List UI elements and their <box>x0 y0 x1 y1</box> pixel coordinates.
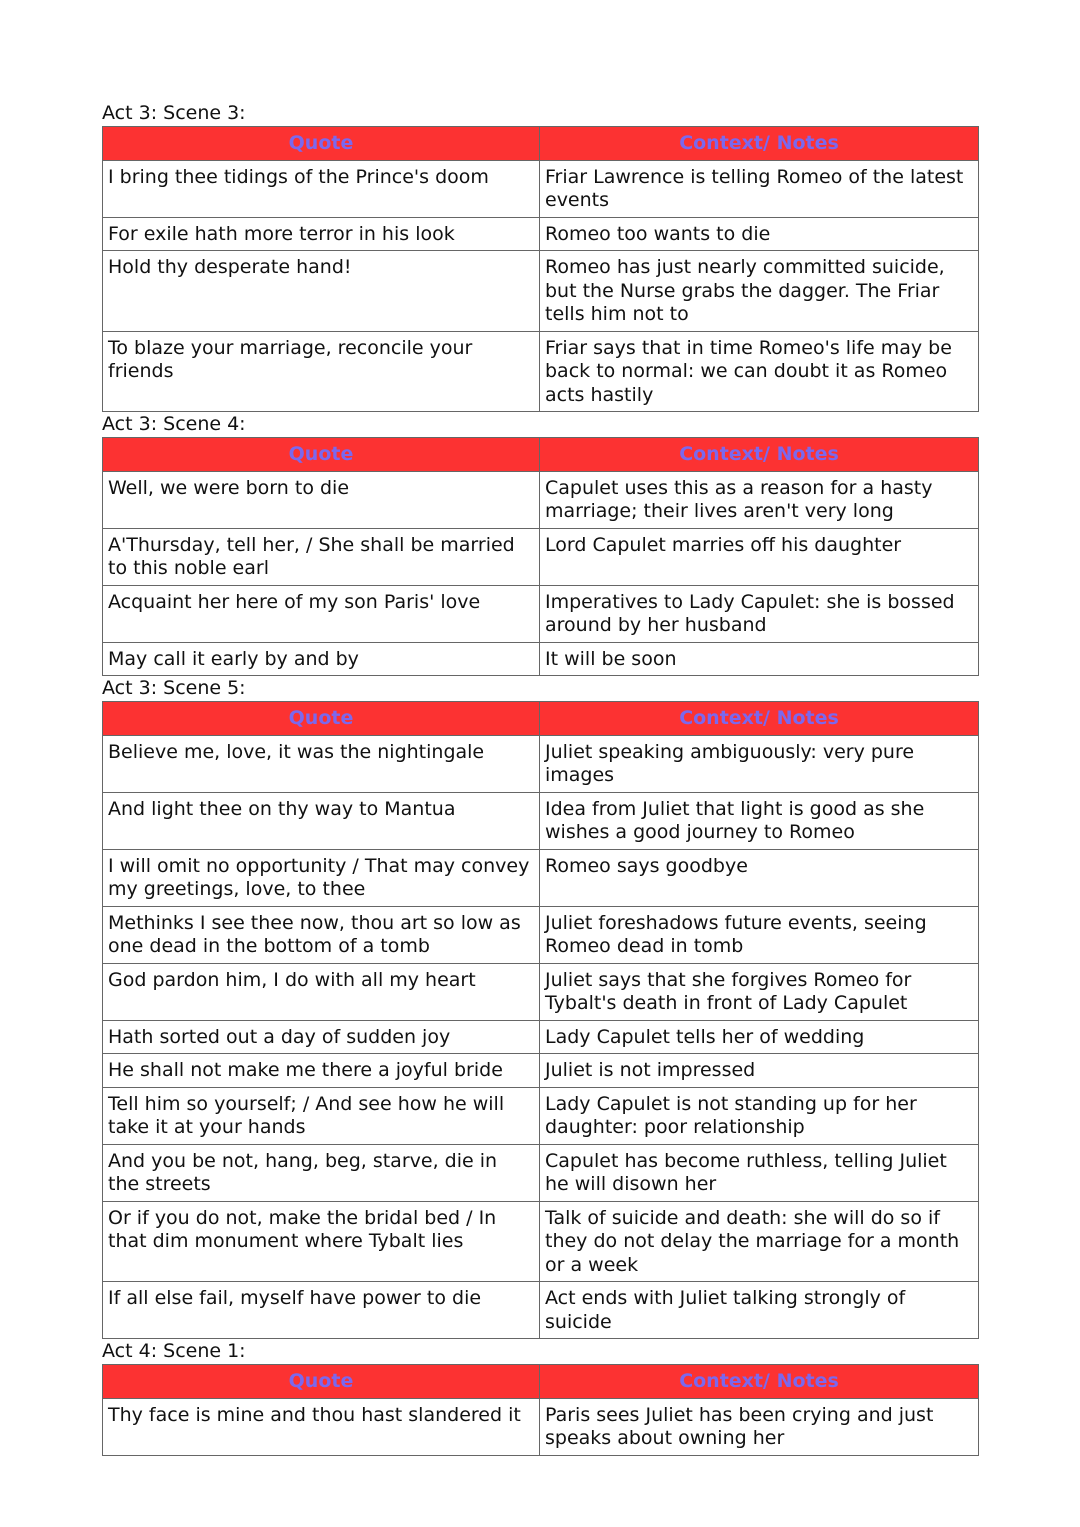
quote-cell: To blaze your marriage, reconcile your friends <box>103 331 540 412</box>
notes-cell: Paris sees Juliet has been crying and just speaks about owning her <box>540 1398 979 1455</box>
quote-table <box>102 437 979 676</box>
table-header-row <box>103 438 979 472</box>
table-row <box>103 585 979 642</box>
table-row <box>103 251 979 332</box>
notes-header: Context/ Notes <box>540 1365 979 1399</box>
quote-cell: Believe me, love, it was the nightingale <box>103 735 540 792</box>
notes-header: Context/ Notes <box>540 438 979 472</box>
notes-cell: Juliet foreshadows future events, seeing Romeo dead in tomb <box>540 906 979 963</box>
table-row <box>103 160 979 217</box>
section-title: Act 3: Scene 3: <box>102 102 246 124</box>
quote-cell: Acquaint her here of my son Paris' love <box>103 585 540 642</box>
notes-cell: Juliet is not impressed <box>540 1054 979 1088</box>
table-row <box>103 849 979 906</box>
notes-cell: Romeo too wants to die <box>540 217 979 251</box>
table-row <box>103 331 979 412</box>
notes-header: Context/ Notes <box>540 127 979 161</box>
table-row <box>103 1087 979 1144</box>
quote-cell: A'Thursday, tell her, / She shall be married to this noble earl <box>103 528 540 585</box>
notes-cell: Capulet uses this as a reason for a hasty marriage; their lives aren't very long <box>540 471 979 528</box>
notes-cell: Capulet has become ruthless, telling Juliet he will disown her <box>540 1144 979 1201</box>
quote-cell: Hath sorted out a day of sudden joy <box>103 1020 540 1054</box>
quote-cell: God pardon him, I do with all my heart <box>103 963 540 1020</box>
table-row <box>103 1144 979 1201</box>
quote-cell: Tell him so yourself; / And see how he will take it at your hands <box>103 1087 540 1144</box>
quote-header: Quote <box>103 438 540 472</box>
notes-cell: Lady Capulet tells her of wedding <box>540 1020 979 1054</box>
table-header-row <box>103 127 979 161</box>
table-row <box>103 217 979 251</box>
notes-cell: Idea from Juliet that light is good as she wishes a good journey to Romeo <box>540 792 979 849</box>
quote-table <box>102 1364 979 1456</box>
table-row <box>103 642 979 676</box>
notes-header: Context/ Notes <box>540 702 979 736</box>
table-header-row <box>103 1365 979 1399</box>
quote-table <box>102 126 979 412</box>
notes-cell: Romeo has just nearly committed suicide, but the Nurse grabs the dagger. The Friar tells him not to <box>540 251 979 332</box>
quote-cell: For exile hath more terror in his look <box>103 217 540 251</box>
quote-cell: Or if you do not, make the bridal bed / In that dim monument where Tybalt lies <box>103 1201 540 1282</box>
quote-header: Quote <box>103 1365 540 1399</box>
notes-cell: Romeo says goodbye <box>540 849 979 906</box>
table-row <box>103 963 979 1020</box>
quote-cell: If all else fail, myself have power to die <box>103 1282 540 1339</box>
notes-cell: Imperatives to Lady Capulet: she is bossed around by her husband <box>540 585 979 642</box>
notes-cell: It will be soon <box>540 642 979 676</box>
quote-cell: May call it early by and by <box>103 642 540 676</box>
table-row <box>103 1020 979 1054</box>
notes-cell: Friar says that in time Romeo's life may be back to normal: we can doubt it as Romeo acts hastily <box>540 331 979 412</box>
quote-cell: Thy face is mine and thou hast slandered it <box>103 1398 540 1455</box>
quote-cell: And you be not, hang, beg, starve, die in the streets <box>103 1144 540 1201</box>
quote-cell: Methinks I see thee now, thou art so low as one dead in the bottom of a tomb <box>103 906 540 963</box>
notes-cell: Juliet speaking ambiguously: very pure images <box>540 735 979 792</box>
section-title: Act 4: Scene 1: <box>102 1340 246 1362</box>
quote-cell: Well, we were born to die <box>103 471 540 528</box>
table-row <box>103 1201 979 1282</box>
table-row <box>103 792 979 849</box>
section-title: Act 3: Scene 4: <box>102 413 246 435</box>
table-row <box>103 528 979 585</box>
notes-cell: Lady Capulet is not standing up for her daughter: poor relationship <box>540 1087 979 1144</box>
notes-cell: Juliet says that she forgives Romeo for Tybalt's death in front of Lady Capulet <box>540 963 979 1020</box>
quote-cell: He shall not make me there a joyful bride <box>103 1054 540 1088</box>
table-row <box>103 735 979 792</box>
table-row <box>103 906 979 963</box>
quote-header: Quote <box>103 127 540 161</box>
notes-cell: Friar Lawrence is telling Romeo of the latest events <box>540 160 979 217</box>
notes-cell: Lord Capulet marries off his daughter <box>540 528 979 585</box>
notes-cell: Talk of suicide and death: she will do so if they do not delay the marriage for a month or a week <box>540 1201 979 1282</box>
section-title: Act 3: Scene 5: <box>102 677 246 699</box>
table-row <box>103 1054 979 1088</box>
document-page <box>102 101 977 1456</box>
quote-cell: Hold thy desperate hand! <box>103 251 540 332</box>
table-row <box>103 1282 979 1339</box>
table-header-row <box>103 702 979 736</box>
quote-cell: And light thee on thy way to Mantua <box>103 792 540 849</box>
table-row <box>103 1398 979 1455</box>
quote-cell: I bring thee tidings of the Prince's doom <box>103 160 540 217</box>
quote-header: Quote <box>103 702 540 736</box>
notes-cell: Act ends with Juliet talking strongly of suicide <box>540 1282 979 1339</box>
quote-cell: I will omit no opportunity / That may convey my greetings, love, to thee <box>103 849 540 906</box>
table-row <box>103 471 979 528</box>
quote-table <box>102 701 979 1339</box>
